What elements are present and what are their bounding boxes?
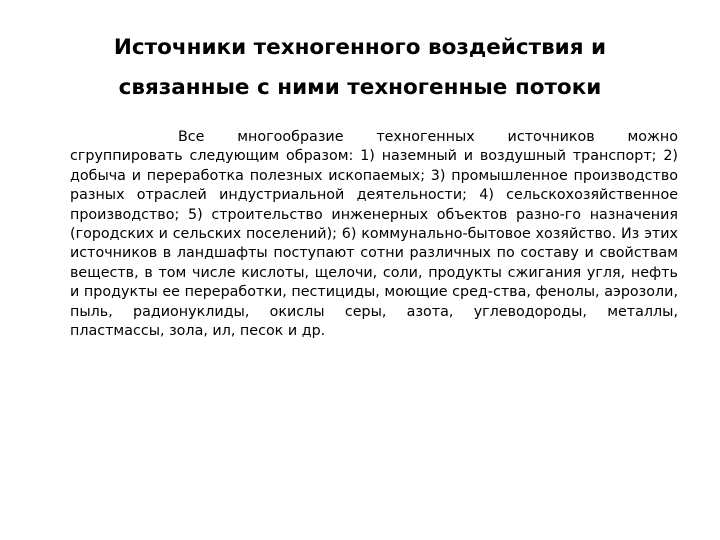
slide-title-line-2: связанные с ними техногенные потоки (118, 75, 602, 100)
slide-title-line-1: Источники техногенного воздействия и (113, 35, 607, 60)
slide-body-text: Все многообразие техногенных источников можно сгруппировать следующим образом: 1) наземный и воздушный транспорт; 2) добыча и переработка полезных ископаемых; 3) промышленное производство разных отраслей индустриальной деятельности; 4) сельскохозяйственное производство; 5) строительство инженерных объектов разно-го назначения (городских и сельских поселений); 6) коммунально-бытовое хозяйство. Из этих источников в ландшафты поступают сотни различных по составу и свойствам веществ, в том числе кислоты, щелочи, соли, продукты сжигания угля, нефть и продукты ее переработки, пестициды, моющие сред-ства, фенолы, аэрозоли, пыль, радионуклиды, окислы серы, азота, углеводороды, металлы, пластмассы, зола, ил, песок и др. (70, 129, 678, 340)
slide-title (40, 28, 680, 108)
